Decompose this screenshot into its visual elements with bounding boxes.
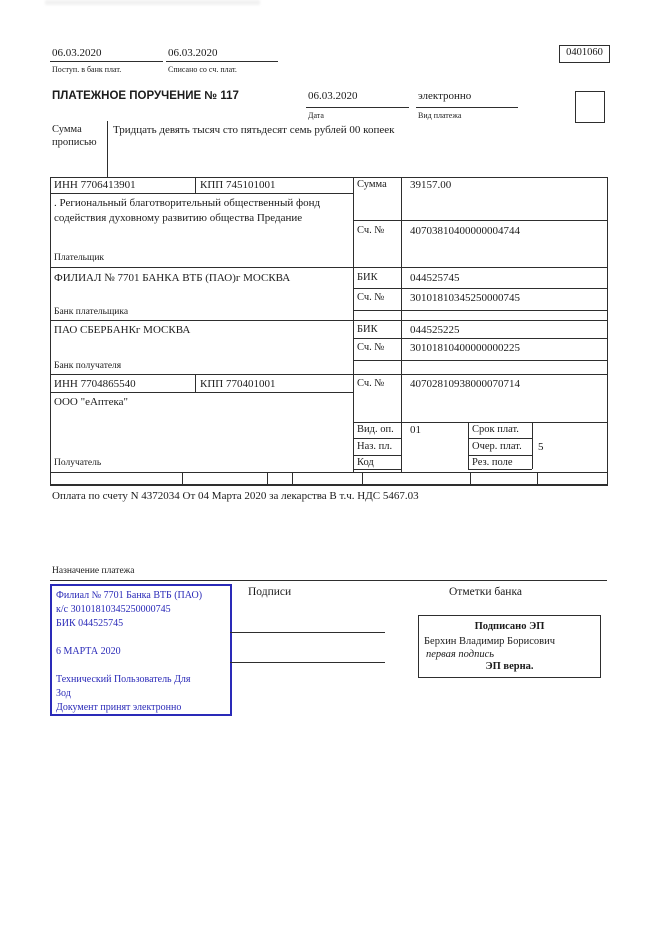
signature-line-1: [230, 632, 385, 633]
table-line: [353, 288, 607, 289]
table-line: [607, 177, 608, 486]
sum-label: Сумма: [357, 179, 387, 190]
date-label: Дата: [308, 111, 324, 120]
table-line: [353, 469, 401, 470]
payer-bank-label: Банк плательщика: [54, 307, 129, 317]
form-code: 0401060: [566, 47, 603, 58]
payer-account: 40703810400000004744: [410, 225, 520, 237]
table-line: [537, 472, 538, 484]
table-line: [50, 177, 607, 178]
table-line: [292, 472, 293, 484]
table-line: [50, 320, 607, 321]
payee-inn: ИНН 7704865540: [54, 378, 136, 390]
amount-words-label-2: прописью: [52, 137, 97, 148]
table-bottom-line: [50, 484, 607, 486]
table-line: [353, 422, 607, 423]
stamp-line: Филиал № 7701 Банка ВТБ (ПАО): [56, 590, 203, 601]
code-label: Код: [357, 457, 374, 468]
amount-words-value: Тридцать девять тысяч сто пятьдесят семь рублей 00 копеек: [113, 124, 395, 136]
payee-kpp: КПП 770401001: [200, 378, 276, 390]
table-line: [468, 469, 532, 470]
bank-stamp: [50, 584, 232, 716]
payee-bank-bik: 044525225: [410, 324, 460, 336]
payee-label: Получатель: [54, 458, 102, 468]
purpose-underline: [50, 580, 607, 581]
bank-marks-title: Отметки банка: [449, 586, 522, 598]
stamp-line: 6 МАРТА 2020: [56, 646, 121, 657]
table-line: [50, 193, 353, 194]
payee-name: ООО "еАптека": [54, 396, 129, 408]
table-line: [195, 177, 196, 193]
payee-account: 40702810938000070714: [410, 378, 520, 390]
stamp-line: Технический Пользователь Для: [56, 674, 191, 685]
payer-bank-account-label: Сч. №: [357, 292, 385, 303]
signature-kind: первая подпись: [426, 649, 495, 660]
cut-off-text-artifact: [45, 0, 260, 5]
form-code-box: [559, 45, 610, 63]
table-line: [353, 338, 607, 339]
payee-bank-account: 30101810400000000225: [410, 342, 520, 354]
payment-kind: электронно: [418, 90, 472, 102]
purpose-label: Назначение платежа: [52, 566, 135, 576]
table-line: [50, 374, 607, 375]
amount-words-label-1: Сумма: [52, 124, 82, 135]
received-date-label: Поступ. в банк плат.: [52, 65, 122, 74]
received-date-underline: [50, 61, 163, 62]
debited-date: 06.03.2020: [168, 47, 218, 59]
debited-date-underline: [166, 61, 278, 62]
op-type-value: 01: [410, 424, 421, 436]
table-line: [50, 472, 607, 473]
payment-kind-underline: [416, 107, 518, 108]
sum-value: 39157.00: [410, 179, 452, 191]
signature-line-2: [230, 662, 385, 663]
payer-account-label: Сч. №: [357, 225, 385, 236]
amount-words-divider: [107, 121, 108, 177]
table-line: [267, 472, 268, 484]
payee-account-label: Сч. №: [357, 378, 385, 389]
table-line: [195, 374, 196, 392]
stamp-line: Документ принят электронно: [56, 702, 182, 713]
table-line: [50, 177, 51, 486]
stamp-line: [56, 659, 226, 673]
table-line: [401, 177, 402, 472]
due-label: Срок плат.: [472, 424, 519, 435]
purpose-text: Оплата по счету N 4372034 От 04 Марта 2020 за лекарства В т.ч. НДС 5467.03: [52, 490, 419, 502]
payer-label: Плательщик: [54, 253, 105, 263]
stamp-line: БИК 044525745: [56, 618, 124, 629]
payment-kind-label: Вид платежа: [418, 111, 462, 120]
op-type-label: Вид. оп.: [357, 424, 394, 435]
document-title: ПЛАТЕЖНОЕ ПОРУЧЕНИЕ № 117: [52, 90, 239, 102]
document-date: 06.03.2020: [308, 90, 358, 102]
table-line: [50, 267, 607, 268]
table-line: [182, 472, 183, 484]
payee-bank-name: ПАО СБЕРБАНКг МОСКВА: [54, 324, 191, 336]
payee-bank-bik-label: БИК: [357, 324, 378, 335]
signatures-title: Подписи: [248, 586, 292, 598]
bank-marks-box: [418, 615, 601, 678]
payer-bank-bik-label: БИК: [357, 272, 378, 283]
date-underline: [306, 107, 409, 108]
purpose-code-label: Наз. пл.: [357, 441, 393, 452]
table-line: [468, 455, 532, 456]
received-date: 06.03.2020: [52, 47, 102, 59]
debited-date-label: Списано со сч. плат.: [168, 65, 237, 74]
payer-bank-name: ФИЛИАЛ № 7701 БАНКА ВТБ (ПАО)г МОСКВА: [54, 272, 291, 284]
table-line: [362, 472, 363, 484]
table-line: [353, 220, 607, 221]
table-line: [468, 438, 532, 439]
payee-bank-account-label: Сч. №: [357, 342, 385, 353]
payee-bank-label: Банк получателя: [54, 361, 122, 371]
verified-text: ЭП верна.: [485, 661, 534, 672]
priority-value: 5: [538, 441, 544, 453]
table-line: [353, 455, 401, 456]
payer-bank-account: 30101810345250000745: [410, 292, 520, 304]
priority-label: Очер. плат.: [472, 441, 522, 452]
table-line: [353, 310, 607, 311]
payer-kpp: КПП 745101001: [200, 179, 276, 191]
table-line: [470, 472, 471, 484]
signer-name: Берхин Владимир Борисович: [424, 636, 555, 647]
payer-inn: ИНН 7706413901: [54, 179, 136, 191]
table-line: [353, 360, 607, 361]
payer-name: . Региональный благотворительный общественный фонд содействия духовному развитию общества Предание: [54, 197, 321, 224]
table-line: [50, 392, 353, 393]
table-line: [353, 438, 401, 439]
payer-bank-bik: 044525745: [410, 272, 460, 284]
table-line: [532, 422, 533, 469]
stamp-line: [56, 631, 226, 645]
stamp-line: Зод: [56, 688, 71, 699]
stamp-line: к/с 30101810345250000745: [56, 604, 171, 615]
signed-title: Подписано ЭП: [474, 621, 545, 632]
table-line: [468, 422, 469, 469]
status-box: [575, 91, 605, 123]
reserve-label: Рез. поле: [472, 457, 513, 468]
